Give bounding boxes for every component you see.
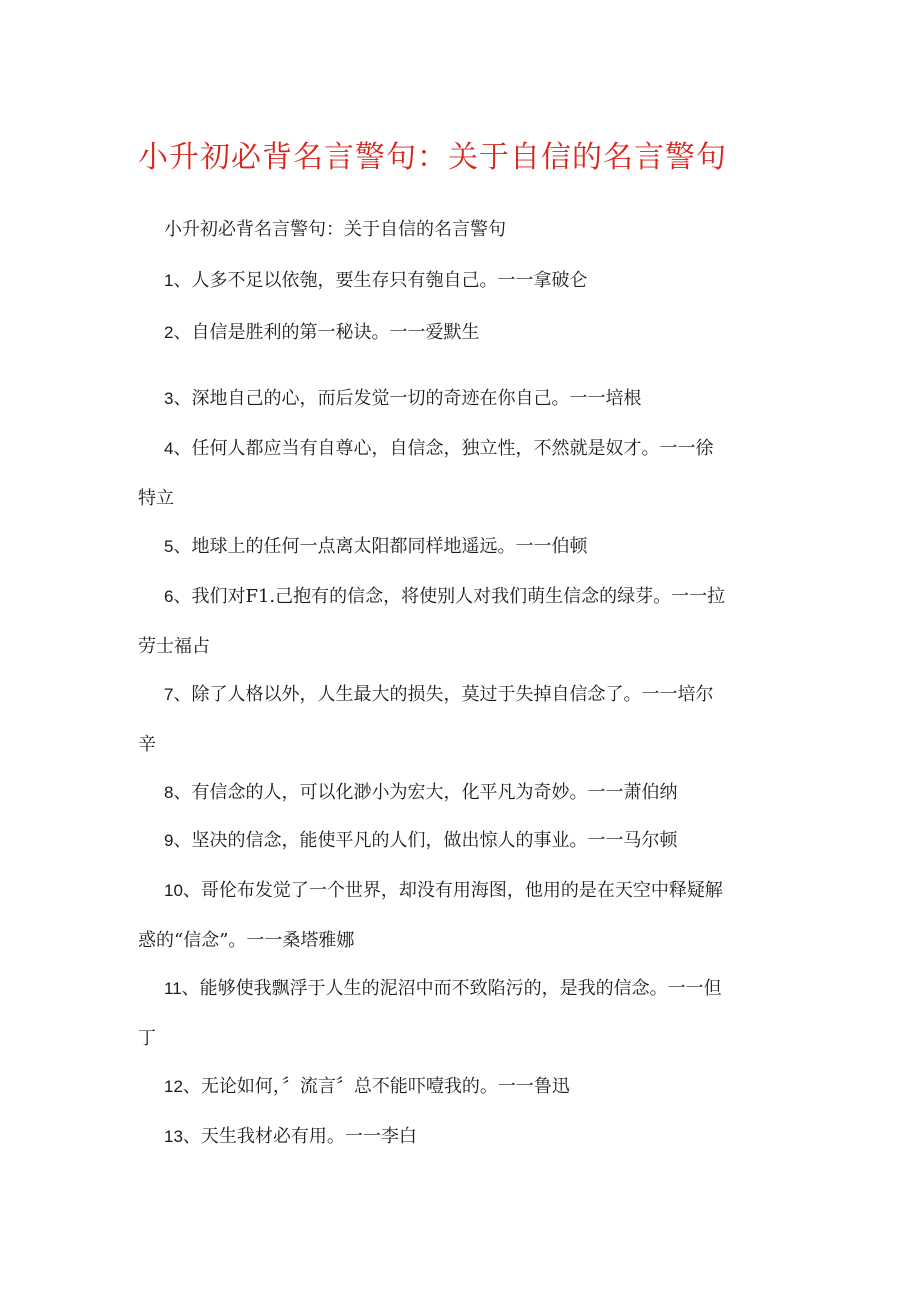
quote-number: 2 <box>164 323 174 342</box>
quote-text: 、人多不足以依匏，要生存只有匏自己。一一拿破仑 <box>173 270 588 291</box>
quote-item <box>138 1112 788 1162</box>
quote-continuation: 辛 <box>138 734 156 755</box>
quote-number: 5 <box>164 537 174 556</box>
quote-text: 、深地自己的心，而后发觉一切的奇迹在你自己。一一培根 <box>173 388 642 409</box>
quote-text: 、能够使我飘浮于人生的泥沼中而不致陷污的，是我的信念。一一但 <box>181 978 722 999</box>
quote-item <box>138 768 788 818</box>
quote-item <box>138 308 788 358</box>
quote-continuation: 劳士福占 <box>138 636 210 657</box>
quote-text: 、我们对F1.己抱有的信念，将使别人对我们萌生信念的绿芽。一一拉 <box>173 586 726 607</box>
quote-number: 8 <box>164 783 174 802</box>
quote-item <box>138 424 788 524</box>
quote-continuation: 丁 <box>138 1028 156 1049</box>
quote-number: 11 <box>164 979 182 998</box>
quote-item <box>138 522 788 572</box>
quote-item <box>138 866 788 966</box>
quote-number: 6 <box>164 587 174 606</box>
quote-number: 9 <box>164 831 174 850</box>
quote-item <box>138 374 788 424</box>
quote-number: 10 <box>164 881 183 900</box>
quote-text: 、无论如何，〞流言〞总不能吓噎我的。一一鲁迅 <box>182 1076 570 1097</box>
quote-item <box>138 670 788 770</box>
quote-number: 12 <box>164 1077 183 1096</box>
quote-number: 13 <box>164 1127 183 1146</box>
quote-number: 3 <box>164 389 174 408</box>
quote-text: 、有信念的人，可以化渺小为宏大，化平凡为奇妙。一一萧伯纳 <box>173 782 678 803</box>
quote-text: 、除了人格以外，人生最大的损失，莫过于失掉自信念了。一一培尔 <box>173 684 714 705</box>
subtitle: 小升初必背名言警句：关于自信的名言警句 <box>164 219 506 240</box>
quote-item <box>138 1062 788 1112</box>
quote-text: 、坚决的信念，能使平凡的人们，做出惊人的事业。一一马尔顿 <box>173 830 678 851</box>
page-title: 小升初必背名言警句：关于自信的名言警句 <box>138 140 727 175</box>
quote-number: 7 <box>164 685 174 704</box>
quote-number: 4 <box>164 439 174 458</box>
quote-text: 、地球上的任何一点离太阳都同样地遥远。一一伯顿 <box>173 536 588 557</box>
quote-text: 、哥伦布发觉了一个世界，却没有用海图，他用的是在天空中释疑解 <box>182 880 723 901</box>
quote-item <box>138 964 788 1064</box>
quote-number: 1 <box>164 271 174 290</box>
quote-text: 、任何人都应当有自尊心，自信念，独立性，不然就是奴才。一一徐 <box>173 438 714 459</box>
quote-item <box>138 256 788 306</box>
quote-item <box>138 816 788 866</box>
quote-item <box>138 572 788 672</box>
quote-continuation: 特立 <box>138 488 174 509</box>
quote-continuation: 惑的“信念”。一一桑塔雅娜 <box>138 930 355 951</box>
quote-text: 、天生我材必有用。一一李白 <box>182 1126 417 1147</box>
quote-text: 、自信是胜利的第一秘诀。一一爱默生 <box>173 322 480 343</box>
